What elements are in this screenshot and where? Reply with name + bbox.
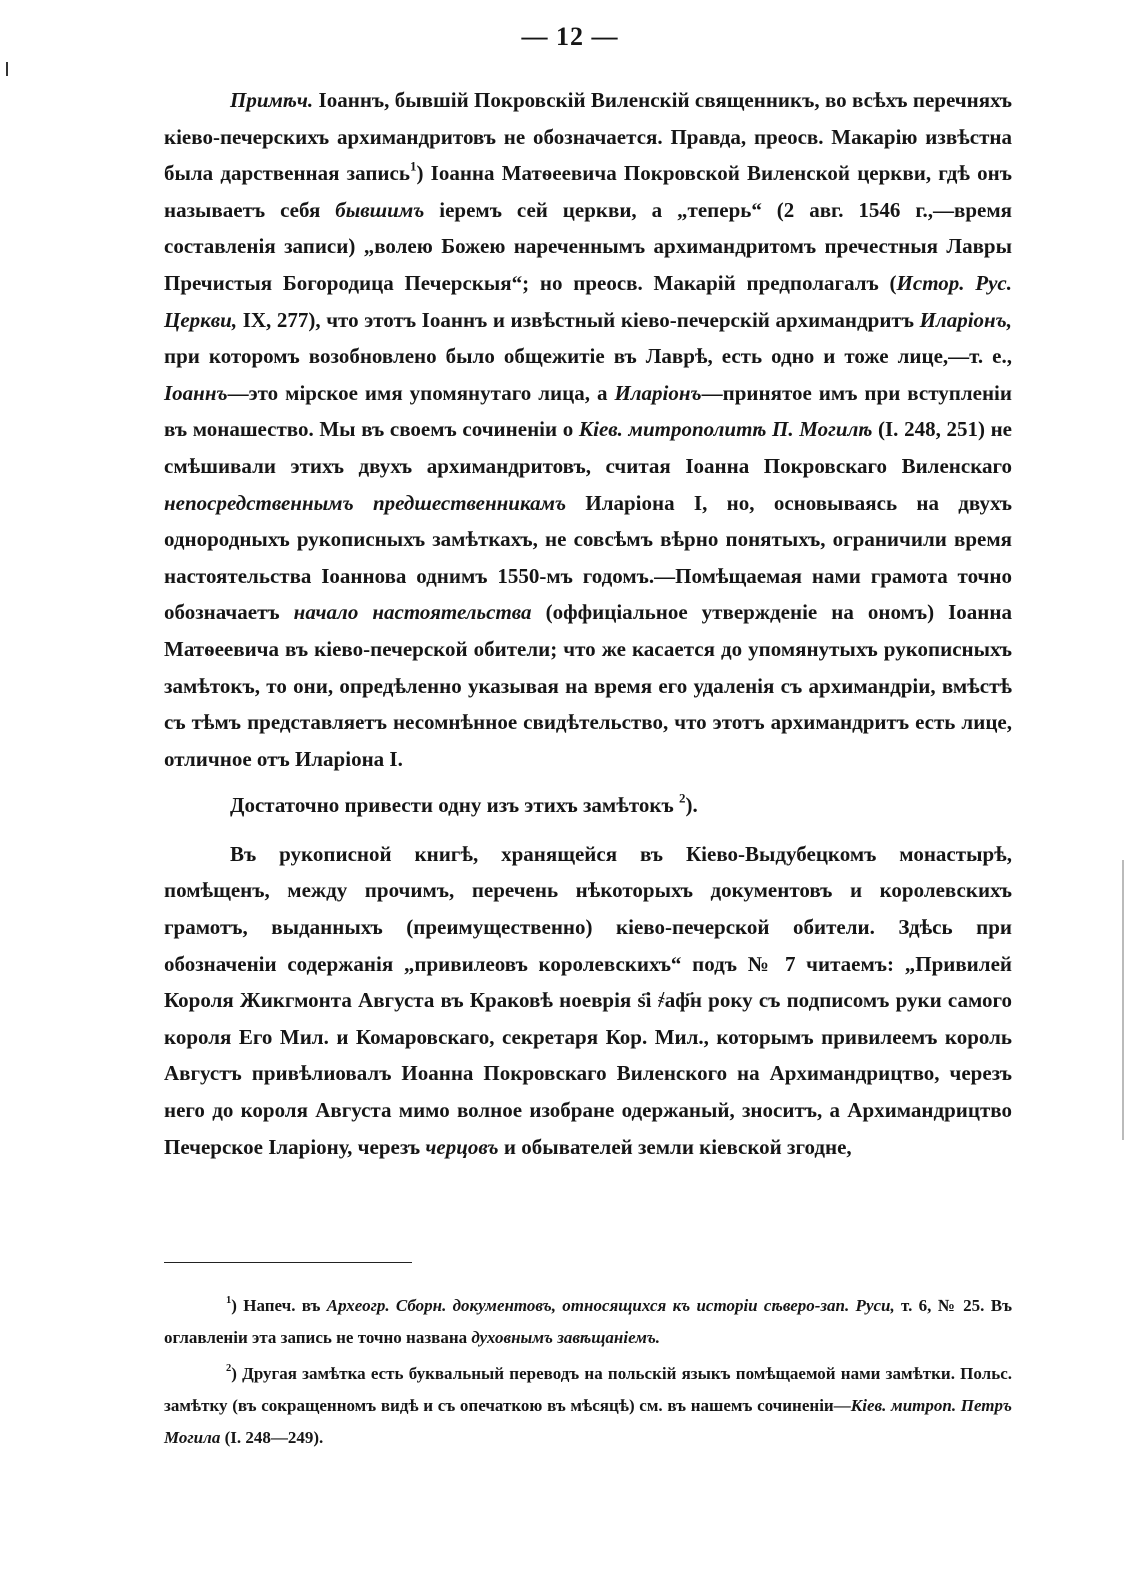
scan-edge-line xyxy=(1122,860,1124,1140)
paragraph-note: Примѣч. Іоаннъ, бывшій Покровскій Виленскій священникъ, во всѣхъ перечняхъ кіево-печерскихъ архимандритовъ не обозначается. Правда, преосв. Макарію извѣстна была дарственная запись$^1$) Іоанна Матѳеевича Покровской Виленской церкви, гдѣ онъ называетъ себя бывшимъ іеремъ сей церкви, а „теперь“ (2 авг. 1546 г.,—время составленія записи) „волею Божею нареченнымъ архимандритомъ пречестныя Лавры Пречистыя Богородица Печерскыя“; но преосв. Макарій предполагалъ (Истор. Рус. Церкви, IX, 277), что этотъ Іоаннъ и извѣстный кіево-печерскій архимандритъ Иларіонъ, при которомъ возобновлено было общежитіе въ Лаврѣ, есть одно и тоже лице,—т. е., Іоаннъ—это мірское имя упомянутаго лица, а Иларіонъ—принятое имъ при вступленіи въ монашество. Мы въ своемъ сочиненіи о Кіев. митрополитѣ П. Могилѣ (I. 248, 251) не смѣшивали этихъ двухъ архимандритовъ, считая Іоанна Покровскаго Виленскаго непосредственнымъ предшественникамъ Иларіона I, но, основываясь на двухъ однородныхъ рукописныхъ замѣткахъ, не совсѣмъ вѣрно понятыхъ, ограничили время настоятельства Іоаннова однимъ 1550-мъ годомъ.—Помѣщаемая нами грамота точно обозначаетъ начало настоятельства (оффиціальное утвержденіе на ономъ) Іоанна Матѳеевича въ кіево-печерской обители; что же касается до упомянутыхъ рукописныхъ замѣтокъ, то они, опредѣленно указывая на время его удаленія съ архимандріи, вмѣстѣ съ тѣмъ представляетъ несомнѣнное свидѣтельство, что этотъ архимандритъ есть лице, отличное отъ Иларіона I. xyxy=(164,88,1013,771)
footnotes xyxy=(164,1290,1012,1454)
footnote-ref-1[interactable]: 1 xyxy=(409,158,417,174)
footnote-2: $^2$) Другая замѣтка есть буквальный переводъ на польскій языкъ помѣщаемой нами замѣтки. Польс. замѣтку (въ сокращенномъ видѣ и съ опечаткою въ мѣсяцѣ) см. въ нашемъ сочиненіи—Кіев. митроп. Петръ Могила (I. 248—249). xyxy=(164,1363,1012,1447)
church-slavonic-numeral-year: ҂аф҃н xyxy=(657,988,702,1013)
paragraph-intro: Достаточно привести одну изъ этихъ замѣтокъ $^2$). xyxy=(230,790,698,818)
footnote-1: $^1$) Напеч. въ Археогр. Сборн. документовъ, относящихся къ исторіи сѣверо-зап. Руси, т. 6, № 25. Въ оглавленіи эта запись не точно названа духовнымъ завѣщаніемъ. xyxy=(164,1295,1012,1347)
paragraph-manuscript: Въ рукописной книгѣ, хранящейся въ Кіево-Выдубецкомъ монастырѣ, помѣщенъ, между прочимъ, перечень нѣкоторыхъ документовъ и королевскихъ грамотъ, выданныхъ (преимущественно) кіево-печерской обители. Здѣсь при обозначеніи содержанія „привилеовъ королевскихъ“ подъ № 7 читаемъ: „Привилей Короля Жикгмонта Августа въ Краковѣ ноеврія ѕ҃і ҂аф҃н року съ подписомъ руки самого короля Его Мил. и Комаровскаго, секретаря Кор. Мил., которымъ привилеемъ король Августъ привѣлиовалъ Иоанна Покровскаго Виленского на Архимандрицтво, черезъ него до короля Августа мимо волное изобране одержаный, зноситъ, а Архимандрицтво Печерское Іларіону, черезъ черцовъ и обывателей земли кіевской згодне, xyxy=(164,841,1012,1159)
footnote-separator xyxy=(164,1262,412,1263)
church-slavonic-numeral-day: ѕ҃і xyxy=(637,988,652,1013)
main-text xyxy=(164,82,1012,1165)
margin-mark xyxy=(6,62,8,76)
page-number: — 12 — xyxy=(521,22,619,51)
footnote-ref-2[interactable]: 2 xyxy=(678,790,686,806)
